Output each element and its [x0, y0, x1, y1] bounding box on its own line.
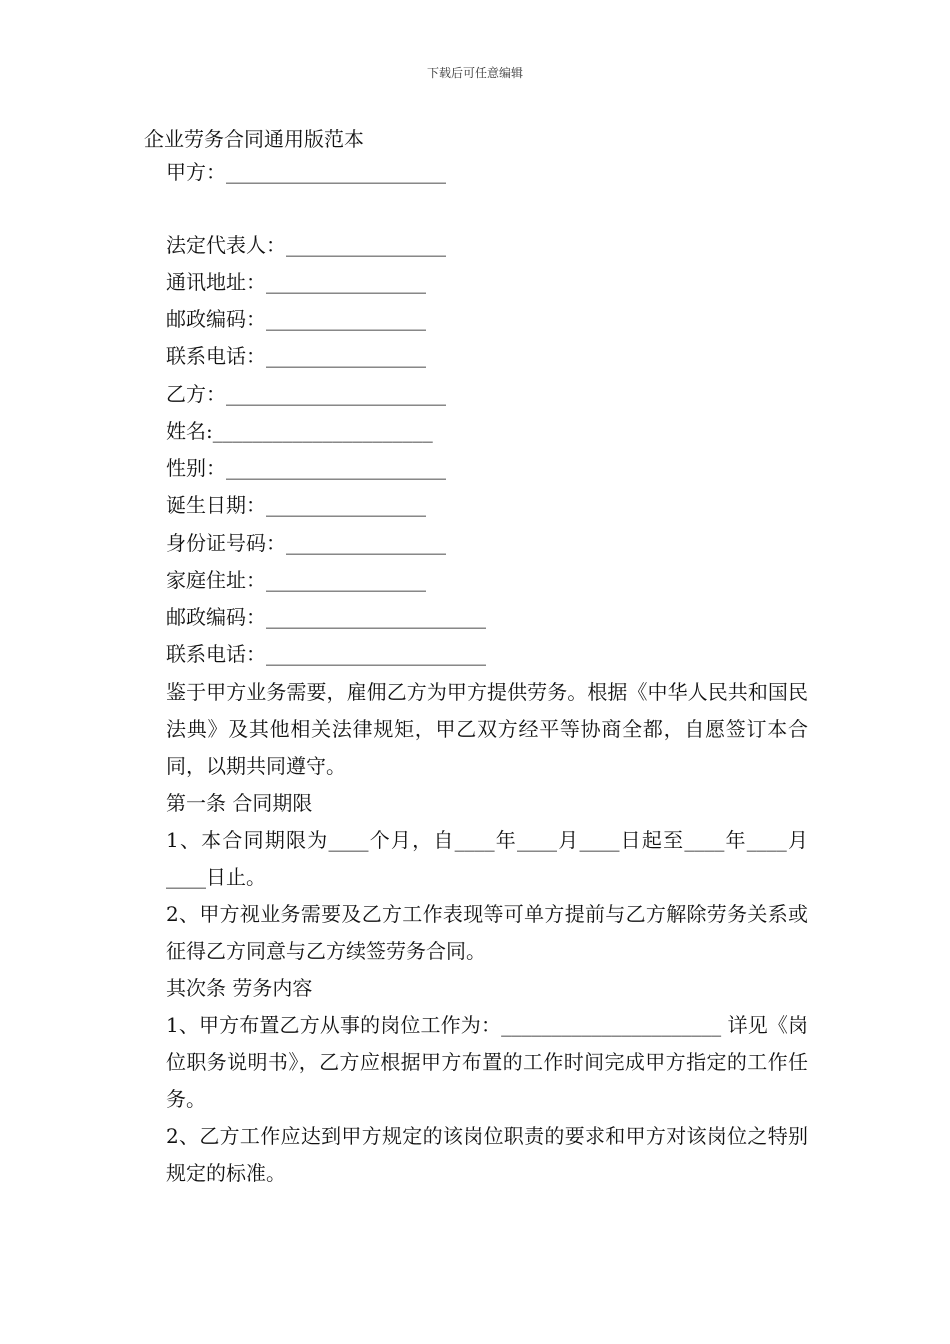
article-2-item-2: 2、乙方工作应达到甲方规定的该岗位职责的要求和甲方对该岗位之特别规定的标准。 [166, 1124, 808, 1185]
field-postcode: 邮政编码：________________ [166, 307, 426, 331]
intro-paragraph: 鉴于甲方业务需要，雇佣乙方为甲方提供劳务。根据《中华人民共和国民法典》及其他相关法律规矩，甲乙双方经平等协商全都，自愿签订本合同，以期共同遵守。 [166, 680, 808, 778]
document-title: 企业劳务合同通用版范本 [144, 127, 364, 151]
page-header: 下载后可任意编辑 [426, 66, 523, 80]
article-2-heading: 其次条 劳务内容 [166, 976, 313, 1000]
article-1-heading: 第一条 合同期限 [166, 791, 313, 815]
field-id-number: 身份证号码：________________ [166, 531, 446, 555]
field-party-b: 乙方：______________________ [166, 382, 446, 406]
field-birthdate: 诞生日期：________________ [166, 493, 426, 517]
field-name: 姓名:______________________ [166, 419, 433, 443]
article-1-item-1: 1、本合同期限为____个月，自____年____月____日起至____年____月____日止。 [166, 828, 808, 889]
field-party-a: 甲方：______________________ [166, 160, 446, 184]
field-phone-b: 联系电话：______________________ [166, 642, 486, 666]
field-gender: 性别：______________________ [166, 456, 446, 480]
field-phone: 联系电话：________________ [166, 344, 426, 368]
field-home-address: 家庭住址：________________ [166, 568, 426, 592]
article-2-item-1: 1、甲方布置乙方从事的岗位工作为：______________________ 详见《岗位职务说明书》，乙方应根据甲方布置的工作时间完成甲方指定的工作任务。 [166, 1013, 808, 1111]
article-1-item-2: 2、甲方视业务需要及乙方工作表现等可单方提前与乙方解除劳务关系或征得乙方同意与乙方续签劳务合同。 [166, 902, 808, 963]
field-address: 通讯地址：________________ [166, 270, 426, 294]
field-legal-rep: 法定代表人：________________ [166, 233, 446, 257]
contract-body [144, 674, 808, 1192]
field-postcode-b: 邮政编码：______________________ [166, 605, 486, 629]
